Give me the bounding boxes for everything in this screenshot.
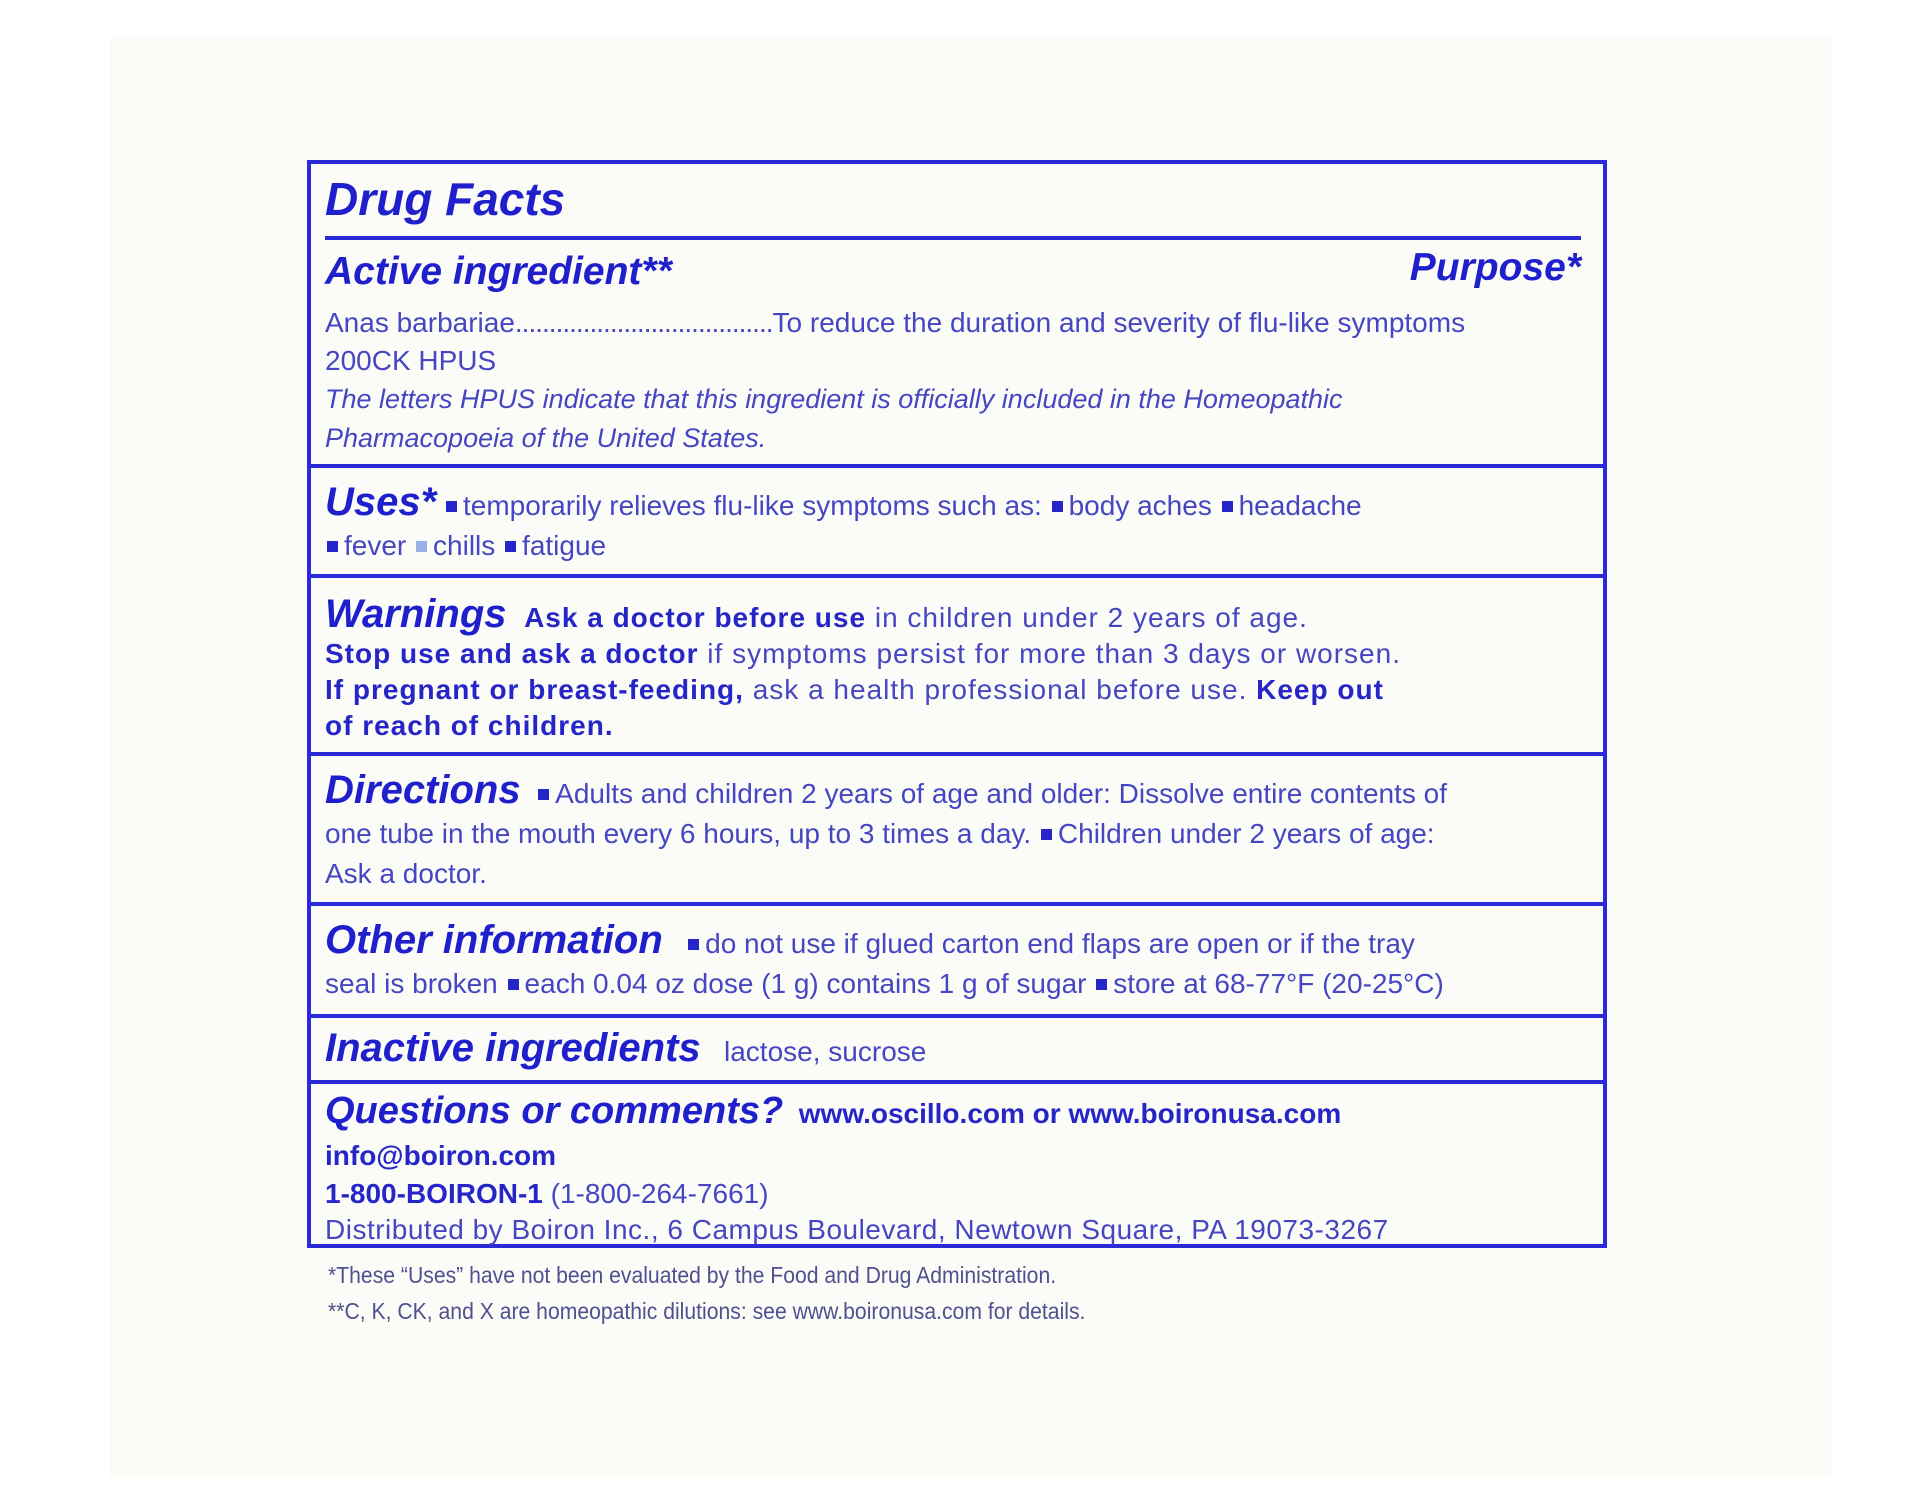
inactive-ingredients-section — [311, 1014, 1603, 1080]
directions-section — [311, 752, 1603, 902]
phone-vanity: 1-800-BOIRON-1 — [325, 1178, 543, 1209]
uses-line2 — [325, 530, 606, 562]
phone-line — [325, 1178, 769, 1210]
uses-item: chills — [433, 530, 496, 561]
purpose-heading: Purpose* — [1409, 246, 1581, 289]
directions-text: Adults and children 2 years of age and older: Dissolve entire contents of — [555, 778, 1448, 809]
directions-line3: Ask a doctor. — [325, 858, 487, 889]
other-information-heading: Other information — [325, 918, 663, 962]
warnings-line3 — [325, 674, 1384, 706]
other-information-section — [311, 902, 1603, 1014]
bullet-icon — [416, 541, 427, 552]
stop-use-bold: Stop use and ask a doctor — [325, 638, 699, 669]
warnings-line2 — [325, 638, 1401, 670]
distributor-text: Distributed by Boiron Inc., 6 Campus Boulevard, Newtown Square, PA 19073-3267 — [325, 1214, 1389, 1245]
keep-out-bold: Keep out — [1256, 674, 1384, 705]
footnote-uses: *These “Uses” have not been evaluated by the Food and Drug Administration. — [328, 1262, 1057, 1288]
uses-item: body aches — [1068, 490, 1212, 521]
other-text: seal is broken — [325, 968, 498, 999]
drug-facts-panel — [307, 160, 1607, 1248]
pregnant-bold: If pregnant or breast-feeding, — [325, 674, 744, 705]
bullet-icon — [1222, 501, 1233, 512]
other-line2 — [325, 968, 1444, 1000]
ask-doctor-bold: Ask a doctor before use — [524, 602, 867, 633]
dilution: 200CK HPUS — [325, 345, 497, 376]
keep-out-bold-line2: of reach of children. — [325, 710, 614, 741]
title-rule — [325, 236, 1581, 240]
questions-line1 — [325, 1090, 1341, 1133]
warnings-heading: Warnings — [325, 592, 507, 636]
hpus-note-line1: The letters HPUS indicate that this ingredient is officially included in the Homeopathic — [325, 384, 1343, 414]
inactive-ingredients-text: lactose, sucrose — [724, 1036, 927, 1067]
active-ingredient-heading: Active ingredient** — [325, 250, 672, 293]
directions-heading: Directions — [325, 768, 521, 812]
bullet-icon — [1041, 829, 1052, 840]
bullet-icon — [446, 501, 457, 512]
directions-text: Children under 2 years of age: — [1057, 818, 1435, 849]
directions-line1 — [325, 768, 1447, 813]
stop-use-text: if symptoms persist for more than 3 days or worsen. — [698, 638, 1401, 669]
uses-section — [311, 464, 1603, 574]
other-line1 — [325, 918, 1415, 963]
bullet-icon — [508, 979, 519, 990]
pregnant-text: ask a health professional before use. — [743, 674, 1257, 705]
uses-item: fever — [344, 530, 407, 561]
bullet-icon — [327, 541, 338, 552]
bullet-icon — [1052, 501, 1063, 512]
directions-line2 — [325, 818, 1435, 850]
uses-line1 — [325, 480, 1362, 525]
bullet-icon — [688, 939, 699, 950]
uses-item: headache — [1238, 490, 1362, 521]
email-link[interactable]: info@boiron.com — [325, 1140, 557, 1171]
uses-intro: temporarily relieves flu-like symptoms such as: — [462, 490, 1042, 521]
questions-heading: Questions or comments? — [325, 1090, 784, 1132]
uses-heading: Uses* — [325, 480, 437, 524]
ingredient-name: Anas barbariae — [325, 307, 515, 338]
other-text: store at 68-77°F (20-25°C) — [1113, 968, 1444, 999]
bullet-icon — [538, 789, 549, 800]
warnings-section — [311, 574, 1603, 752]
leader-dots: ...................................... — [514, 307, 773, 338]
warnings-line1 — [325, 592, 1308, 637]
bullet-icon — [505, 541, 516, 552]
uses-item: fatigue — [522, 530, 607, 561]
inactive-ingredients-heading: Inactive ingredients — [325, 1026, 701, 1070]
ingredient-purpose: To reduce the duration and severity of flu-like symptoms — [772, 307, 1466, 338]
bullet-icon — [1096, 979, 1107, 990]
other-text: each 0.04 oz dose (1 g) contains 1 g of sugar — [524, 968, 1087, 999]
drug-facts-title: Drug Facts — [325, 173, 566, 225]
website-links[interactable]: www.oscillo.com or www.boironusa.com — [798, 1098, 1342, 1129]
questions-section — [311, 1080, 1603, 1248]
phone-number: (1-800-264-7661) — [542, 1178, 769, 1209]
other-text: do not use if glued carton end flaps are open or if the tray — [705, 928, 1415, 959]
footnote-dilutions: **C, K, CK, and X are homeopathic dilutions: see www.boironusa.com for details. — [328, 1298, 1086, 1324]
inactive-line — [325, 1026, 926, 1071]
directions-text: one tube in the mouth every 6 hours, up to 3 times a day. — [325, 818, 1032, 849]
hpus-note-line2: Pharmacopoeia of the United States. — [325, 423, 767, 453]
ask-doctor-text: in children under 2 years of age. — [866, 602, 1308, 633]
active-ingredient-row — [325, 307, 1465, 339]
